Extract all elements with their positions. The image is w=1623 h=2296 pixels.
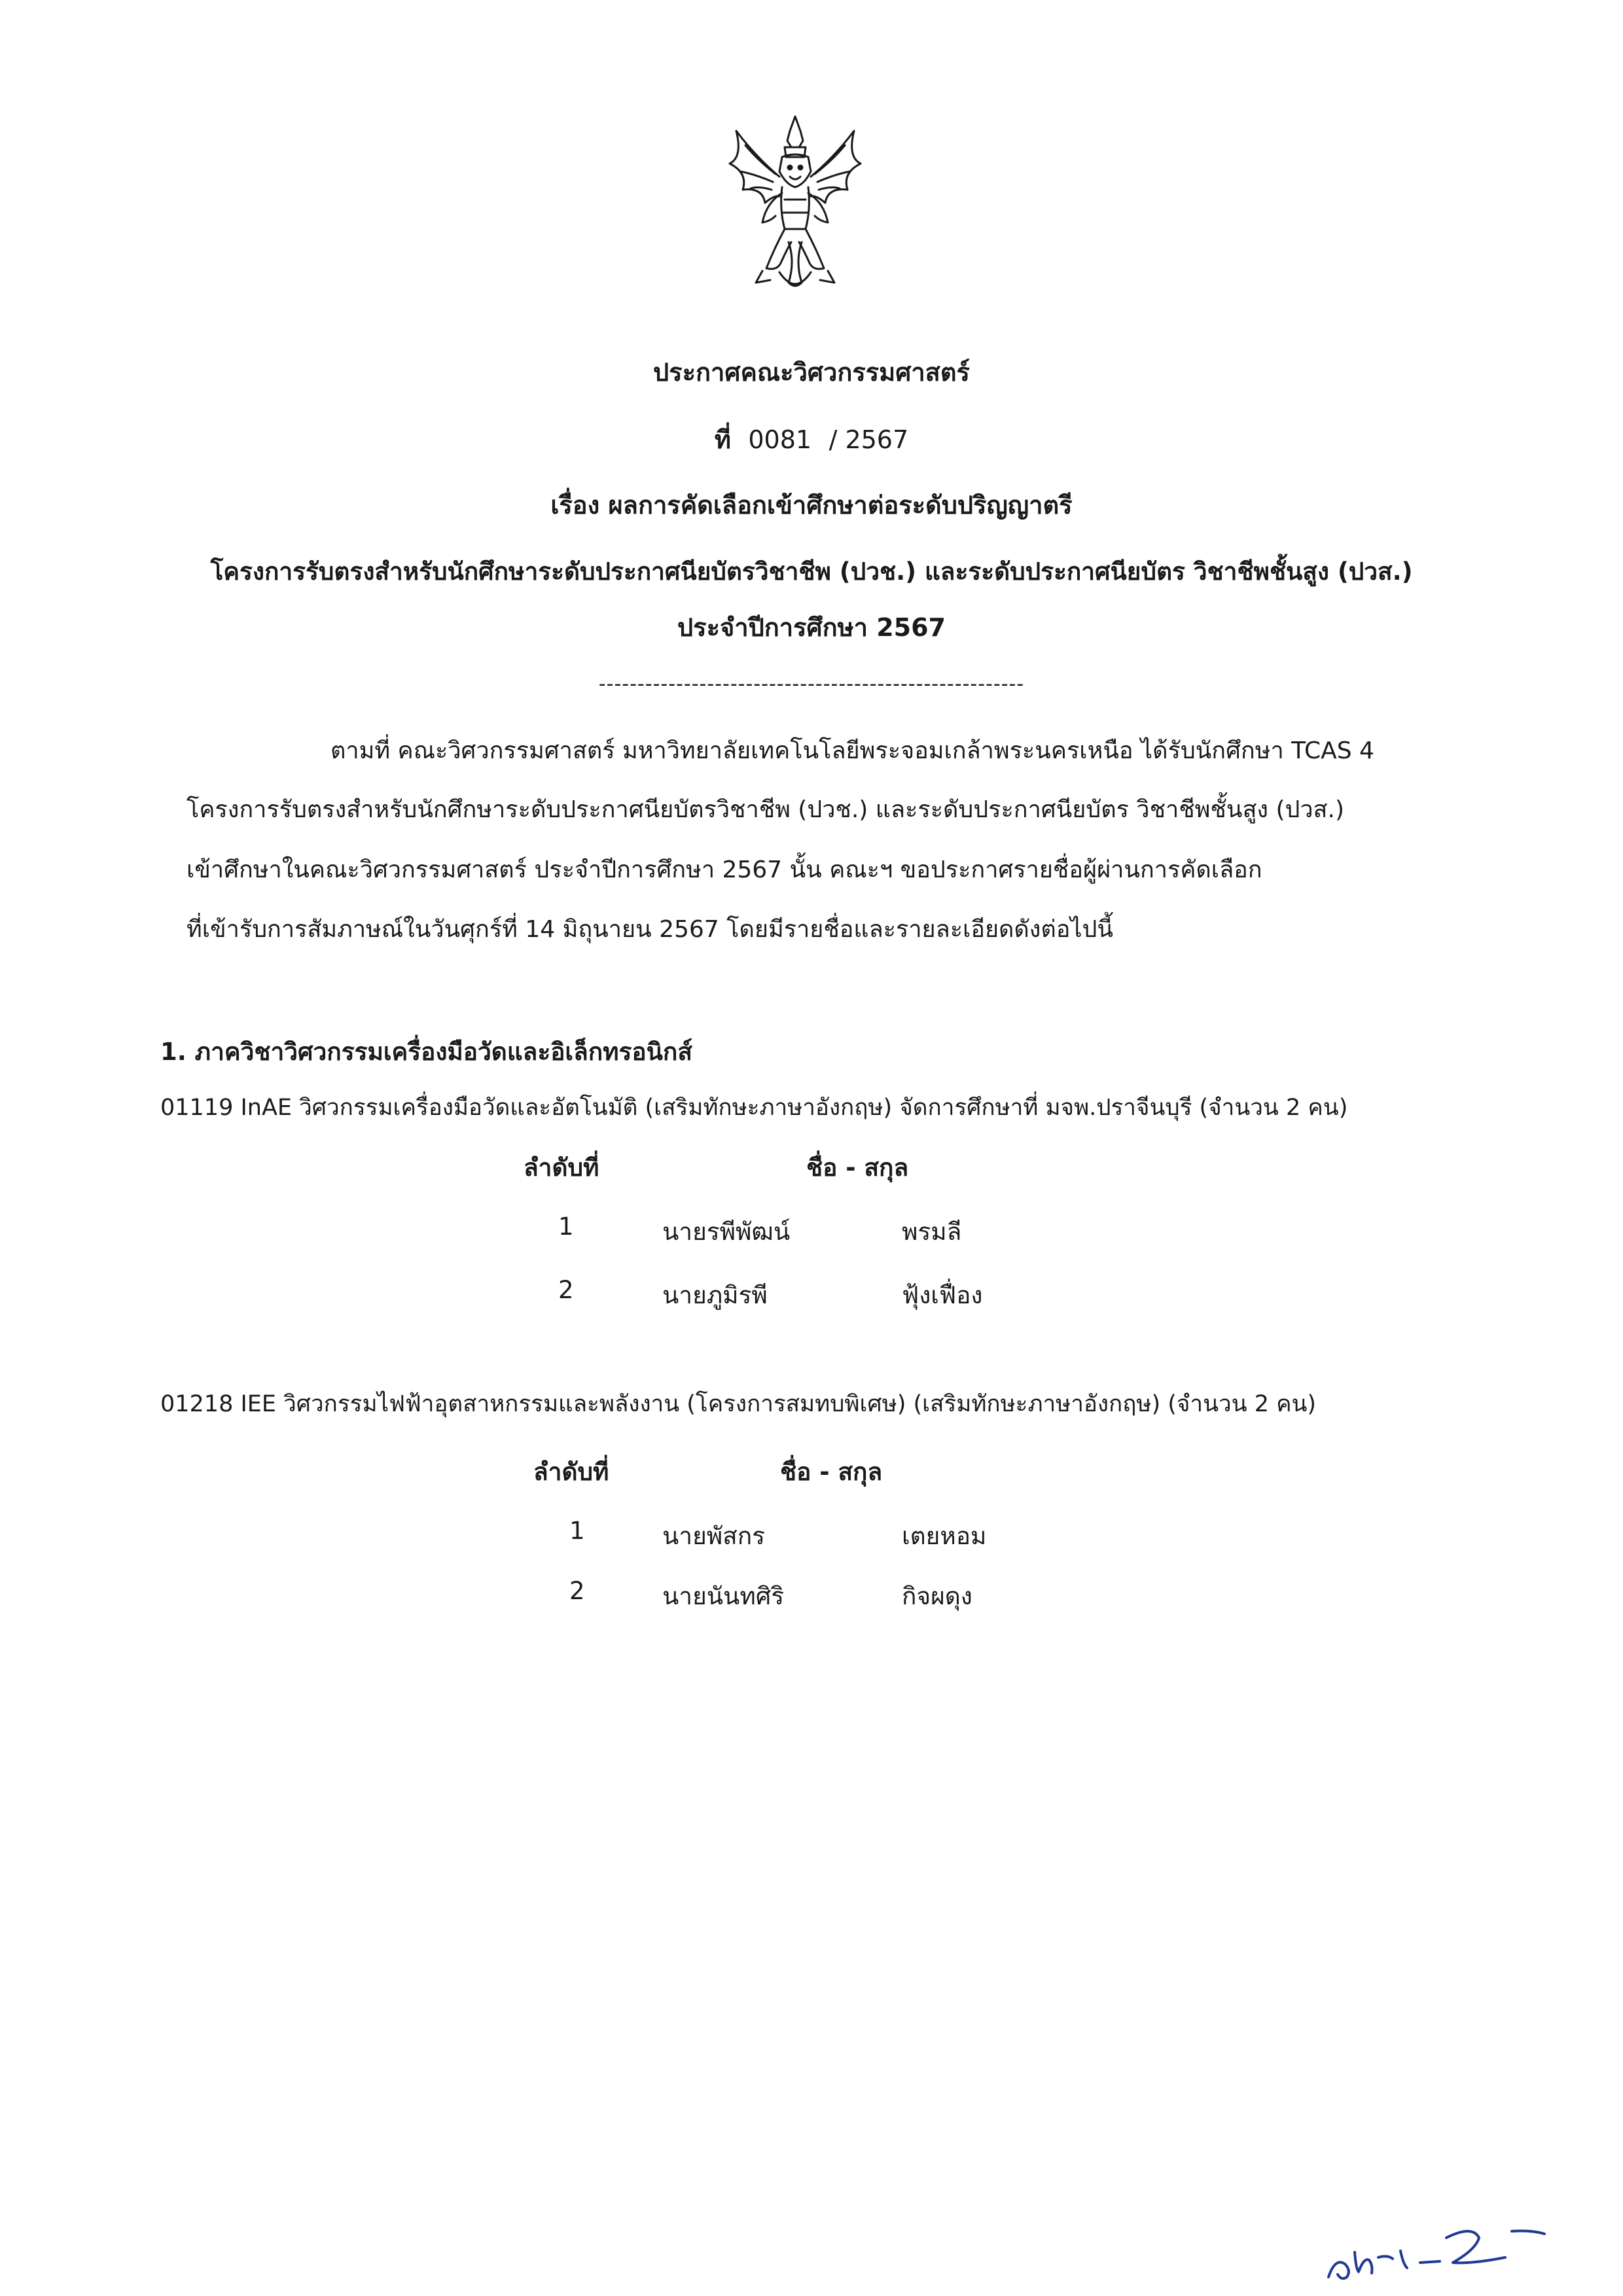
body-line-4: ที่เข้ารับการสัมภาษณ์ในวันศุกร์ที่ 14 มิถุนายน 2567 โดยมีรายชื่อและรายละเอียดดังต่อไปนี้ (187, 916, 1113, 943)
announcement-subject: เรื่อง ผลการคัดเลือกเข้าศึกษาต่อระดับปริญญาตรี (550, 491, 1073, 520)
column-header-order: ลำดับที่ (533, 1458, 609, 1486)
garuda-emblem-icon (717, 111, 874, 301)
first-name: นายภูมิรพี (662, 1281, 768, 1309)
row-number: 2 (569, 1577, 585, 1605)
column-header-name: ชื่อ - สกุล (780, 1458, 883, 1486)
number-year: / 2567 (829, 425, 909, 454)
column-header-order: ลำดับที่ (524, 1154, 599, 1182)
last-name: เตยหอม (902, 1522, 987, 1550)
body-line-2: โครงการรับตรงสำหรับนักศึกษาระดับประกาศนียบัตรวิชาชีพ (ปวช.) และระดับประกาศนียบัตร วิชาชีพชั้นสูง (ปวส.) (187, 796, 1345, 823)
program-title: 01218 IEE วิศวกรรมไฟฟ้าอุตสาหกรรมและพลังงาน (โครงการสมทบพิเศษ) (เสริมทักษะภาษาอังกฤษ) (จำนวน 2 คน) (160, 1391, 1317, 1417)
first-name: นายนันทศิริ (662, 1582, 785, 1610)
divider-line: ------------------------------------------------------- (598, 673, 1025, 696)
announcement-title: ประกาศคณะวิศวกรรมศาสตร์ (653, 358, 970, 387)
row-number: 2 (558, 1276, 574, 1304)
row-number: 1 (558, 1212, 574, 1241)
program-title: 01119 InAE วิศวกรรมเครื่องมือวัดและอัตโนมัติ (เสริมทักษะภาษาอังกฤษ) จัดการศึกษาที่ มจพ.ปราจีนบุรี (จำนวน 2 คน) (160, 1095, 1348, 1121)
last-name: กิจผดุง (902, 1582, 972, 1610)
body-line-1: ตามที่ คณะวิศวกรรมศาสตร์ มหาวิทยาลัยเทคโนโลยีพระจอมเกล้าพระนครเหนือ ได้รับนักศึกษา TCAS 4 (330, 737, 1374, 764)
announcement-academic-year: ประจำปีการศึกษา 2567 (677, 613, 946, 642)
last-name: พรมลี (902, 1218, 962, 1246)
announcement-project: โครงการรับตรงสำหรับนักศึกษาระดับประกาศนียบัตรวิชาชีพ (ปวช.) และระดับประกาศนียบัตร วิชาชีพชั้นสูง (ปวส.) (210, 557, 1413, 586)
first-name: นายพัสกร (662, 1522, 765, 1550)
handwritten-initials (1315, 2212, 1551, 2284)
first-name: นายรพีพัฒน์ (662, 1218, 791, 1246)
number-label: ที่ (714, 425, 731, 454)
announcement-number (0, 424, 1623, 455)
body-line-3: เข้าศึกษาในคณะวิศวกรรมศาสตร์ ประจำปีการศึกษา 2567 นั้น คณะฯ ขอประกาศรายชื่อผู้ผ่านการคัดเลือก (187, 857, 1262, 883)
number-value: 0081 (748, 425, 812, 454)
department-heading: 1. ภาควิชาวิศวกรรมเครื่องมือวัดและอิเล็กทรอนิกส์ (160, 1038, 692, 1066)
last-name: ฟุ้งเฟื่อง (902, 1281, 983, 1309)
row-number: 1 (569, 1517, 585, 1545)
column-header-name: ชื่อ - สกุล (806, 1154, 909, 1182)
